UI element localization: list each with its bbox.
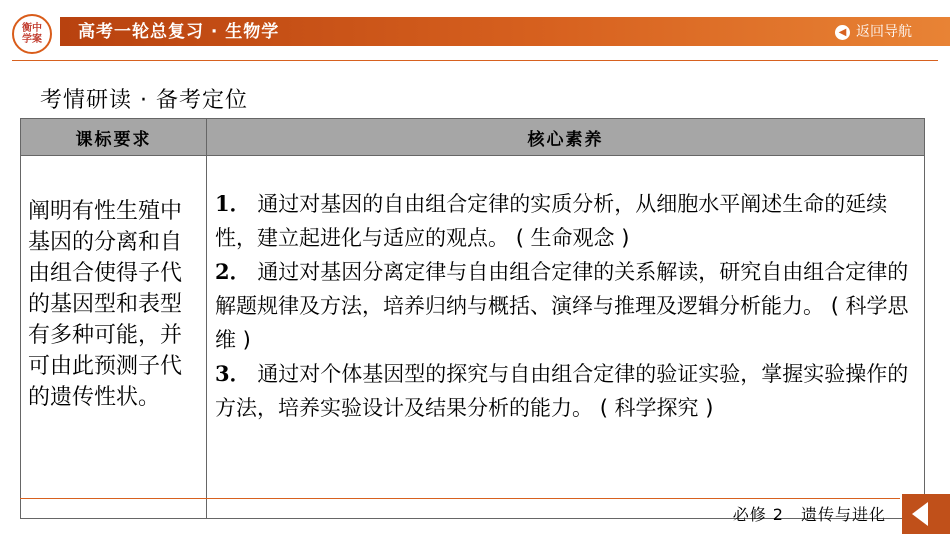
item-tag: ( 科学思维 ) bbox=[215, 294, 909, 352]
item-text: 通过对基因分离定律与自由组合定律的关系解读，研究自由组合定律的解题规律及方法，培养归纳与概括、演绎与推理及逻辑分析能力。 bbox=[215, 260, 909, 318]
table-row bbox=[21, 156, 925, 519]
section-title: 考情研读 · 备考定位 bbox=[40, 88, 248, 113]
header-title: 高考一轮总复习 · 生物学 bbox=[78, 22, 280, 42]
header-divider bbox=[12, 60, 938, 61]
chevron-left-icon bbox=[912, 502, 928, 526]
literacy-cell bbox=[207, 156, 925, 519]
chevron-left-icon: ◀ bbox=[835, 25, 850, 40]
curriculum-table bbox=[20, 118, 925, 519]
prev-page-button[interactable] bbox=[902, 494, 950, 534]
logo-text: 衡中学案 bbox=[22, 23, 42, 45]
table-header-row bbox=[21, 119, 925, 156]
literacy-item bbox=[215, 255, 918, 357]
footer-divider bbox=[20, 498, 900, 499]
item-text: 通过对基因的自由组合定律的实质分析，从细胞水平阐述生命的延续性，建立起进化与适应的观点。 bbox=[215, 192, 888, 250]
item-number: 3． bbox=[215, 361, 251, 386]
item-number: 1． bbox=[215, 191, 251, 216]
footer-text: 必修 2 遗传与进化 bbox=[732, 505, 886, 524]
item-number: 2． bbox=[215, 259, 251, 284]
top-bar bbox=[0, 0, 950, 62]
logo bbox=[12, 14, 52, 54]
item-tag: ( 科学探究 ) bbox=[599, 396, 714, 420]
literacy-item bbox=[215, 187, 918, 255]
col-header-standard: 课标要求 bbox=[21, 119, 207, 156]
item-text: 通过对个体基因型的探究与自由组合定律的验证实验，掌握实验操作的方法，培养实验设计及结果分析的能力。 bbox=[215, 362, 909, 420]
back-nav-button[interactable] bbox=[835, 22, 912, 42]
back-nav-label: 返回导航 bbox=[856, 24, 912, 40]
col-header-literacy: 核心素养 bbox=[207, 119, 925, 156]
literacy-item bbox=[215, 357, 918, 425]
standard-cell: 阐明有性生殖中基因的分离和自由组合使得子代的基因型和表型有多种可能，并可由此预测子代的遗传性状。 bbox=[21, 156, 207, 519]
item-tag: ( 生命观念 ) bbox=[515, 226, 630, 250]
